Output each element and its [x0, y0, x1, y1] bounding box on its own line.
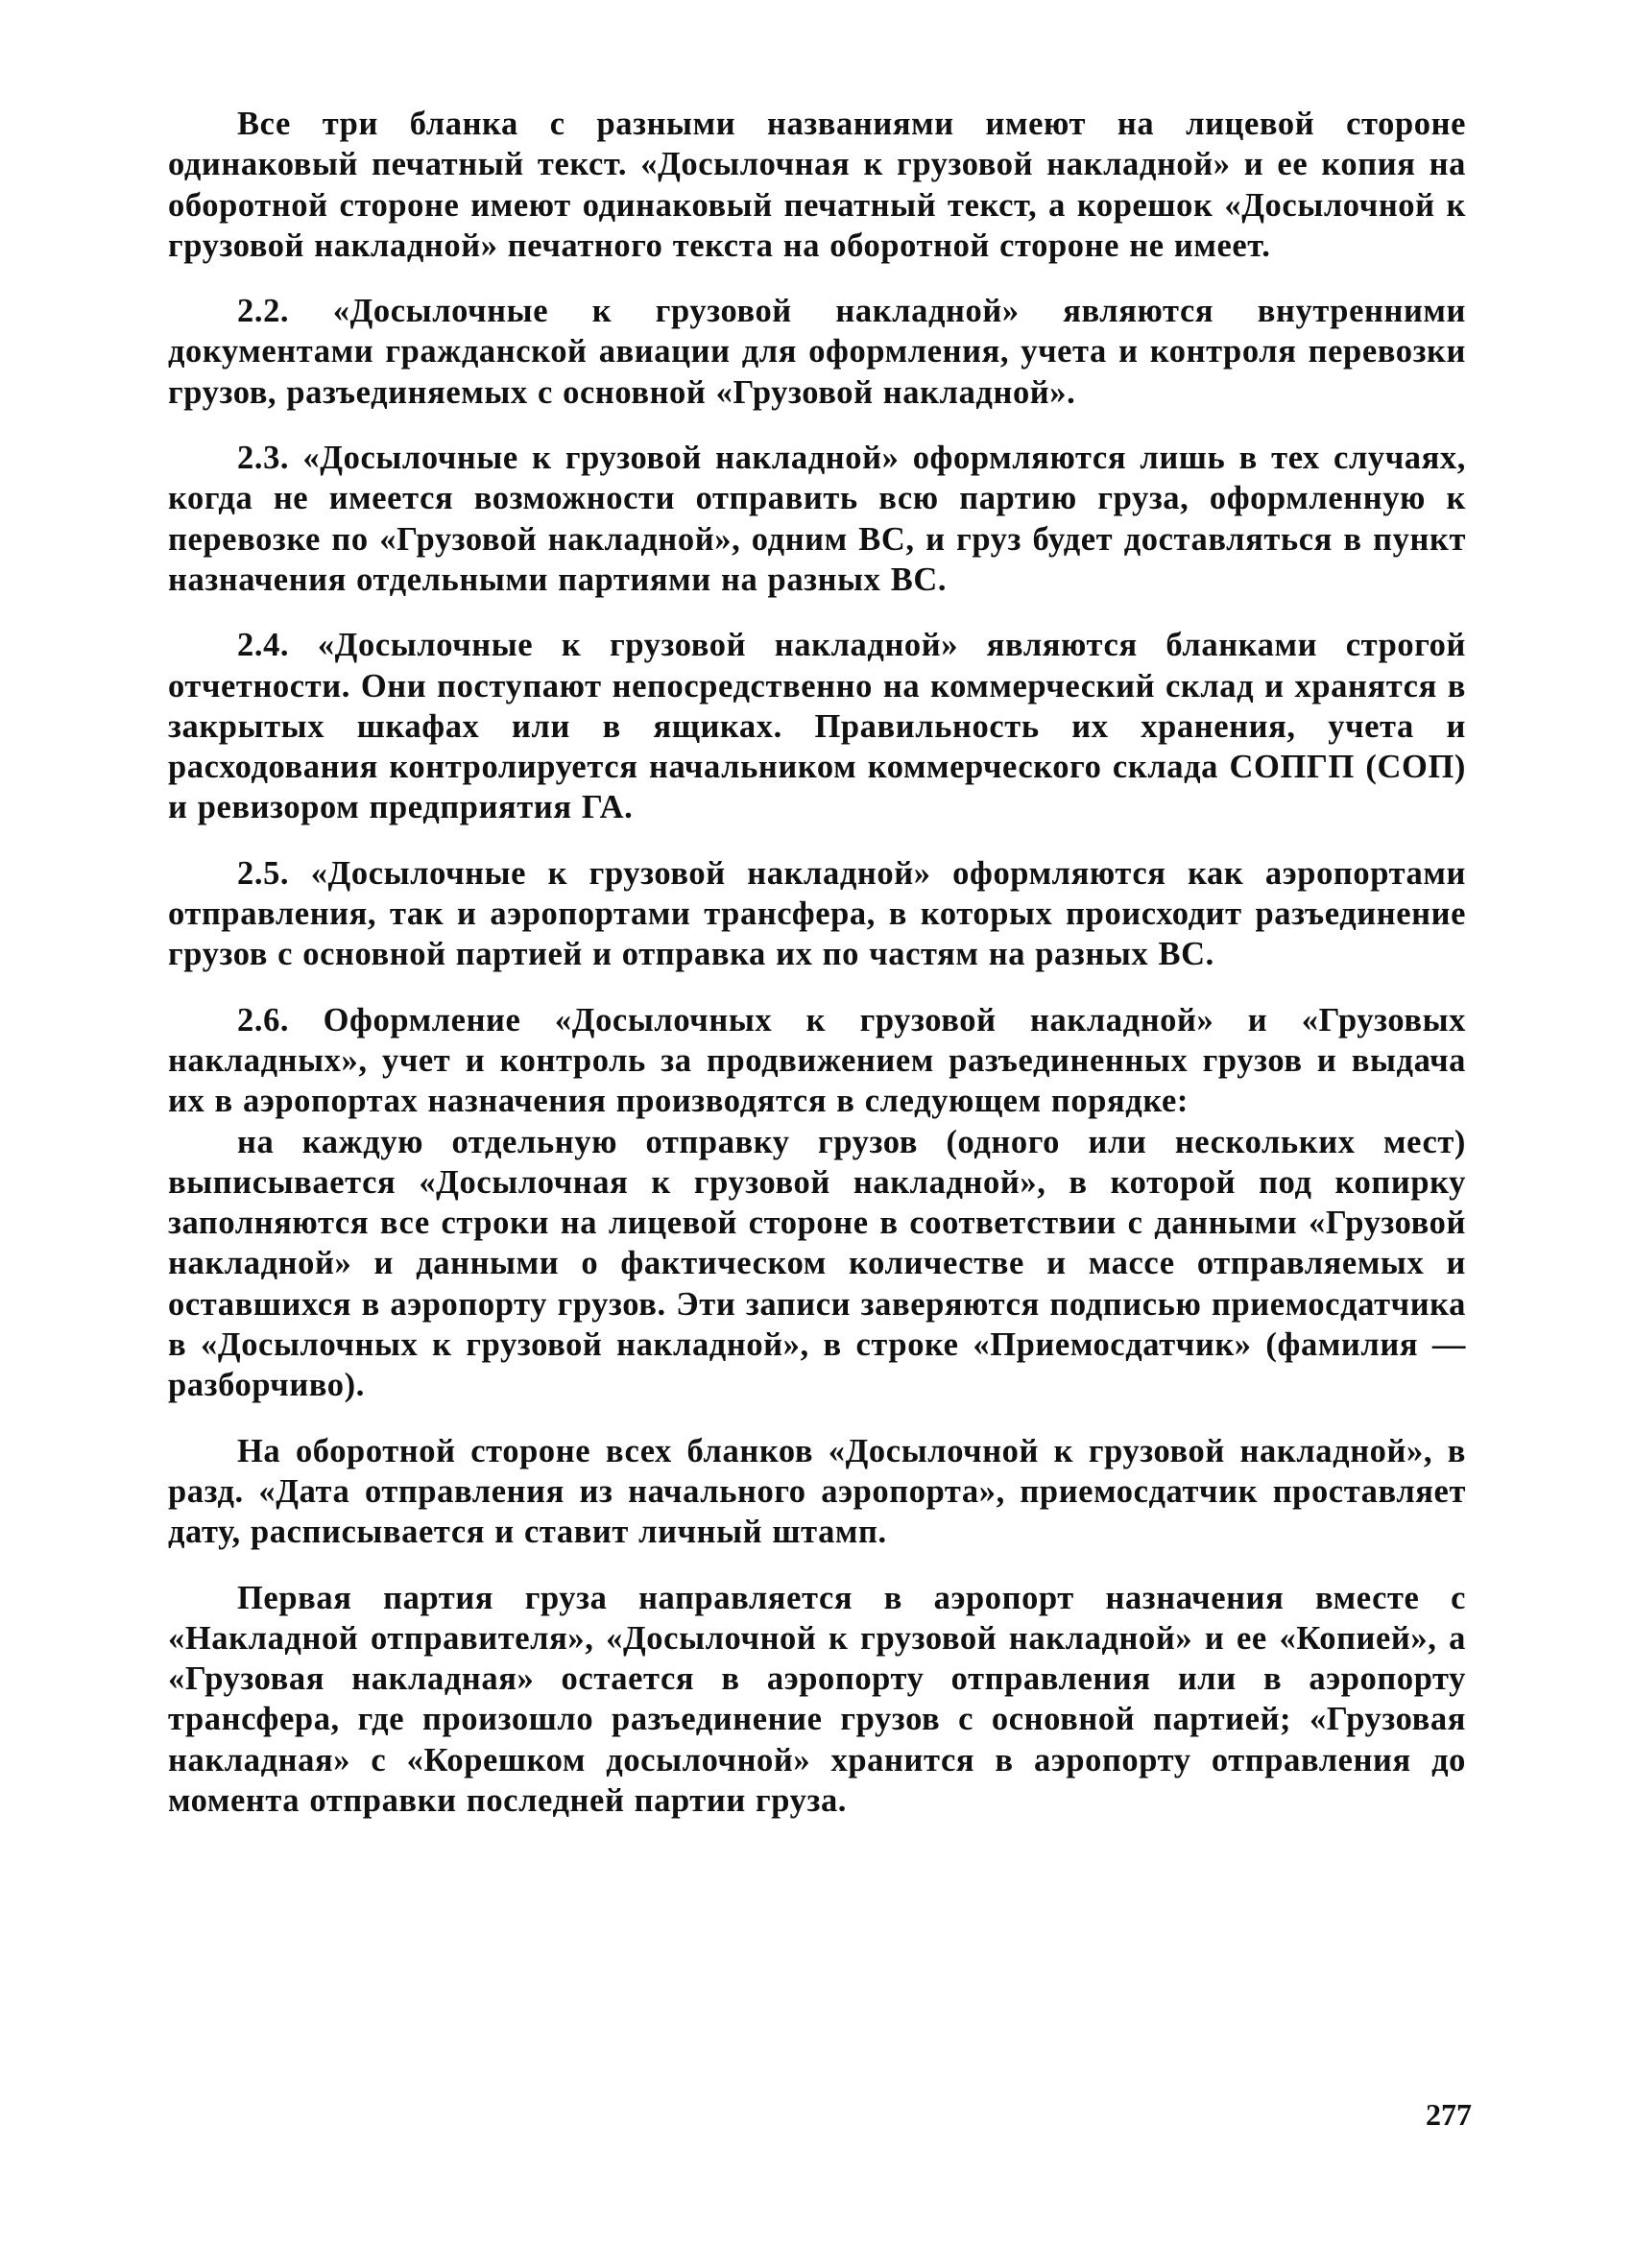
paragraph-first-batch: Первая партия груза направляется в аэропорт назначения вместе с «Накладной отправителя», «Досылочной к грузовой накладной» и ее «Копией», а «Грузовая накладная» остается в аэропорту отправления или в аэропорту трансфера, где произошло разъединение грузов с основной партией; «Грузовая накладная» с «Корешком досылочной» хранится в аэропорту отправления до момента отправки последней партии груза.: [168, 1579, 1466, 1819]
page-number: 277: [1426, 2097, 1472, 2132]
paragraph-2-2: 2.2. «Досылочные к грузовой накладной» являются внутренними документами гражданской авиации для оформления, учета и контроля перевозки грузов, разъединяемых с основной «Грузовой накладной».: [168, 293, 1466, 411]
paragraph-each-shipment: на каждую отдельную отправку грузов (одного или нескольких мест) выписывается «Досылочная к грузовой накладной», в которой под копирку заполняются все строки на лицевой стороне в соответствии с данными «Грузовой накладной» и данными о фактическом количестве и массе отправляемых и оставшихся в аэропорту грузов. Эти записи заверяются подписью приемосдатчика в «Досылочных к грузовой накладной», в строке «Приемосдатчик» (фамилия — разборчиво).: [168, 1123, 1466, 1404]
paragraph-2-3: 2.3. «Досылочные к грузовой накладной» оформляются лишь в тех случаях, когда не имеется возможности отправить всю партию груза, оформленную к перевозке по «Грузовой накладной», одним ВС, и груз будет доставляться в пункт назначения отдельными партиями на разных ВС.: [168, 440, 1466, 598]
paragraph-2-4: 2.4. «Досылочные к грузовой накладной» являются бланками строгой отчетности. Они поступают непосредственно на коммерческий склад и хранятся в закрытых шкафах или в ящиках. Правильность их хранения, учета и расходования контролируется начальником коммерческого склада СОПГП (СОП) и ревизором предприятия ГА.: [168, 627, 1466, 826]
paragraph-2-5: 2.5. «Досылочные к грузовой накладной» оформляются как аэропортами отправления, так и аэропортами трансфера, в которых происходит разъединение грузов с основной партией и отправка их по частям на разных ВС.: [168, 854, 1466, 973]
paragraph-reverse-side: На оборотной стороне всех бланков «Досылочной к грузовой накладной», в разд. «Дата отправления из начального аэропорта», приемосдатчик проставляет дату, расписывается и ставит личный штамп.: [168, 1432, 1466, 1551]
paragraph-blanks-intro: Все три бланка с разными названиями имеют на лицевой стороне одинаковый печатный текст. «Досылочная к грузовой накладной» и ее копия на оборотной стороне имеют одинаковый печатный текст, а корешок «Досылочной к грузовой накладной» печатного текста на оборотной стороне не имеет.: [168, 106, 1466, 264]
paragraph-2-6: 2.6. Оформление «Досылочных к грузовой накладной» и «Грузовых накладных», учет и контроль за продвижением разъединенных грузов и выдача их в аэропортах назначения производятся в следующем порядке:: [168, 1001, 1466, 1120]
body-text: [168, 104, 1466, 1846]
